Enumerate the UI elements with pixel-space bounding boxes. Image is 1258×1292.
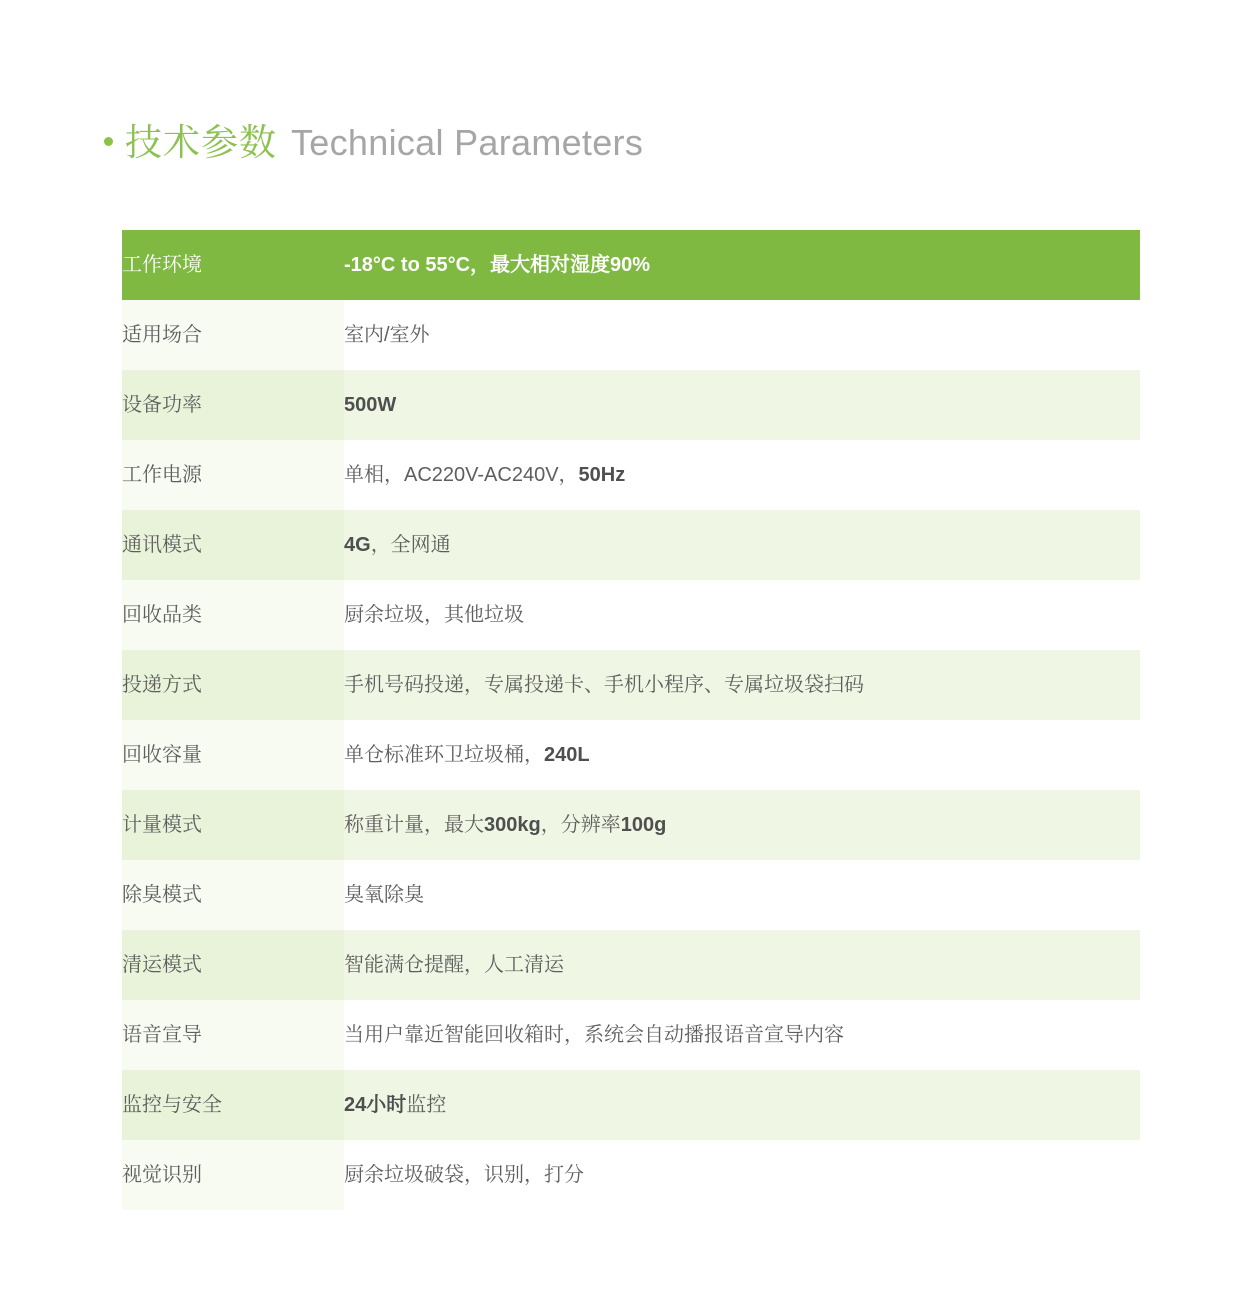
table-row	[122, 230, 1140, 300]
table-row-label: 工作环境	[122, 230, 344, 300]
table-row-label: 工作电源	[122, 440, 344, 510]
table-row-label: 计量模式	[122, 790, 344, 860]
table-row-label: 设备功率	[122, 370, 344, 440]
table-row-value: 24小时监控	[344, 1070, 1140, 1140]
technical-parameters-table	[122, 230, 1140, 1210]
page-title	[104, 112, 643, 166]
table-row-value: 单仓标准环卫垃圾桶，240L	[344, 720, 1140, 790]
table-row-value: 当用户靠近智能回收箱时，系统会自动播报语音宣导内容	[344, 1000, 1140, 1070]
table-row-value: 500W	[344, 370, 1140, 440]
table-row-label: 回收品类	[122, 580, 344, 650]
table-row	[122, 440, 1140, 510]
table-row-value: 手机号码投递，专属投递卡、手机小程序、专属垃圾袋扫码	[344, 650, 1140, 720]
table-row-value: 单相，AC220V-AC240V，50Hz	[344, 440, 1140, 510]
bullet-dot-icon	[104, 137, 113, 146]
table-row-value: 臭氧除臭	[344, 860, 1140, 930]
table-row	[122, 930, 1140, 1000]
table-row	[122, 650, 1140, 720]
table-row-value: 智能满仓提醒，人工清运	[344, 930, 1140, 1000]
table-row	[122, 580, 1140, 650]
table-row-label: 回收容量	[122, 720, 344, 790]
table-row	[122, 370, 1140, 440]
table-row-label: 投递方式	[122, 650, 344, 720]
table-row-value: 称重计量，最大300kg，分辨率100g	[344, 790, 1140, 860]
table-row	[122, 1070, 1140, 1140]
table-row-label: 清运模式	[122, 930, 344, 1000]
page-title-cn: 技术参数	[125, 122, 277, 163]
table-body	[122, 230, 1140, 1210]
table-row-label: 语音宣导	[122, 1000, 344, 1070]
table-row-label: 除臭模式	[122, 860, 344, 930]
table-row-label: 监控与安全	[122, 1070, 344, 1140]
table-row-value: 厨余垃圾破袋，识别，打分	[344, 1140, 1140, 1210]
table-row-value: 4G，全网通	[344, 510, 1140, 580]
table-row	[122, 300, 1140, 370]
table-row-value: -18°C to 55°C，最大相对湿度90%	[344, 230, 1140, 300]
table-row	[122, 720, 1140, 790]
table-row	[122, 1000, 1140, 1070]
table-row	[122, 790, 1140, 860]
table-row-label: 适用场合	[122, 300, 344, 370]
table-row-value: 厨余垃圾，其他垃圾	[344, 580, 1140, 650]
table-row	[122, 860, 1140, 930]
table-row	[122, 1140, 1140, 1210]
page-title-en: Technical Parameters	[291, 122, 644, 163]
table-row-label: 视觉识别	[122, 1140, 344, 1210]
table-row-value: 室内/室外	[344, 300, 1140, 370]
table-row-label: 通讯模式	[122, 510, 344, 580]
table-row	[122, 510, 1140, 580]
